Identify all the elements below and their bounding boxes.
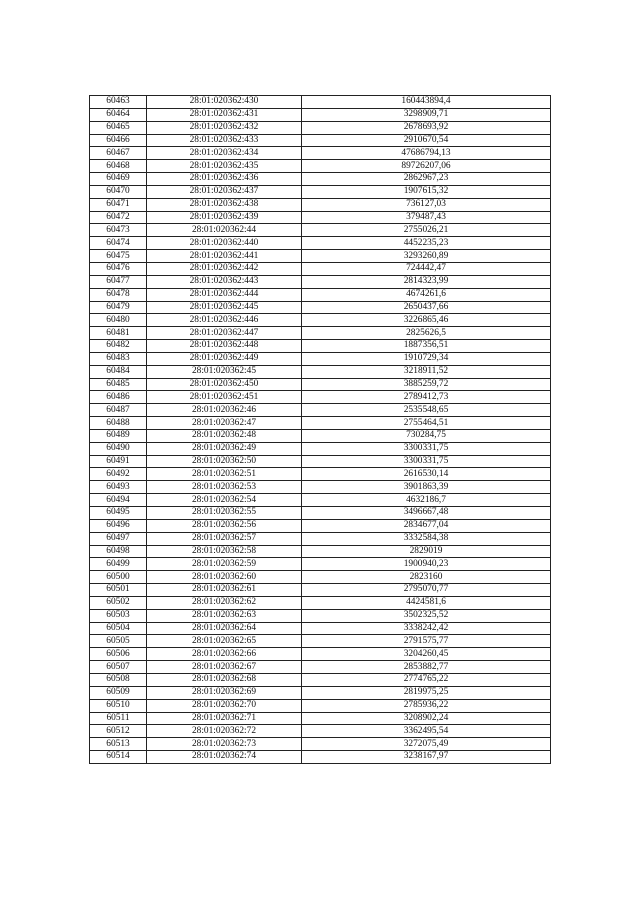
cadastral-number-cell: 28:01:020362:60	[147, 571, 302, 584]
cadastral-number-cell: 28:01:020362:435	[147, 160, 302, 173]
table-row	[90, 250, 551, 263]
table-row	[90, 648, 551, 661]
table-row	[90, 391, 551, 404]
value-cell: 1907615,32	[302, 185, 551, 198]
cadastral-number-cell: 28:01:020362:451	[147, 391, 302, 404]
table-row	[90, 699, 551, 712]
value-cell: 2785936,22	[302, 699, 551, 712]
row-number-cell: 60483	[90, 352, 147, 365]
cadastral-number-cell: 28:01:020362:66	[147, 648, 302, 661]
table-row	[90, 635, 551, 648]
value-cell: 3885259,72	[302, 378, 551, 391]
cadastral-number-cell: 28:01:020362:436	[147, 173, 302, 186]
table-row	[90, 185, 551, 198]
cadastral-number-cell: 28:01:020362:432	[147, 121, 302, 134]
cadastral-number-cell: 28:01:020362:447	[147, 327, 302, 340]
cadastral-number-cell: 28:01:020362:51	[147, 468, 302, 481]
row-number-cell: 60489	[90, 429, 147, 442]
value-cell: 2825626,5	[302, 327, 551, 340]
row-number-cell: 60505	[90, 635, 147, 648]
cadastral-number-cell: 28:01:020362:47	[147, 417, 302, 430]
table-row	[90, 108, 551, 121]
table-row	[90, 352, 551, 365]
value-cell: 3293260,89	[302, 250, 551, 263]
value-cell: 2535548,65	[302, 404, 551, 417]
cadastral-number-cell: 28:01:020362:73	[147, 738, 302, 751]
value-cell: 3362495,54	[302, 725, 551, 738]
row-number-cell: 60486	[90, 391, 147, 404]
table-row	[90, 481, 551, 494]
value-cell: 2789412,73	[302, 391, 551, 404]
row-number-cell: 60474	[90, 237, 147, 250]
cadastral-number-cell: 28:01:020362:444	[147, 288, 302, 301]
cadastral-number-cell: 28:01:020362:45	[147, 365, 302, 378]
value-cell: 1887356,51	[302, 340, 551, 353]
value-cell: 3332584,38	[302, 532, 551, 545]
table-row	[90, 545, 551, 558]
row-number-cell: 60498	[90, 545, 147, 558]
value-cell: 2823160	[302, 571, 551, 584]
value-cell: 4424581,6	[302, 596, 551, 609]
value-cell: 2862967,23	[302, 173, 551, 186]
table-row	[90, 198, 551, 211]
value-cell: 3272075,49	[302, 738, 551, 751]
row-number-cell: 60493	[90, 481, 147, 494]
value-cell: 47686794,13	[302, 147, 551, 160]
value-cell: 2795070,77	[302, 584, 551, 597]
row-number-cell: 60497	[90, 532, 147, 545]
value-cell: 1900940,23	[302, 558, 551, 571]
value-cell: 160443894,4	[302, 96, 551, 109]
table-row	[90, 712, 551, 725]
cadastral-number-cell: 28:01:020362:62	[147, 596, 302, 609]
table-row	[90, 121, 551, 134]
row-number-cell: 60475	[90, 250, 147, 263]
cadastral-number-cell: 28:01:020362:445	[147, 301, 302, 314]
cadastral-number-cell: 28:01:020362:68	[147, 673, 302, 686]
table-row	[90, 237, 551, 250]
value-cell: 3204260,45	[302, 648, 551, 661]
cadastral-number-cell: 28:01:020362:53	[147, 481, 302, 494]
row-number-cell: 60470	[90, 185, 147, 198]
value-cell: 4632186,7	[302, 494, 551, 507]
table-row	[90, 404, 551, 417]
value-cell: 724442,47	[302, 262, 551, 275]
table-row	[90, 725, 551, 738]
table-row	[90, 507, 551, 520]
row-number-cell: 60492	[90, 468, 147, 481]
table-row	[90, 494, 551, 507]
row-number-cell: 60465	[90, 121, 147, 134]
cadastral-number-cell: 28:01:020362:64	[147, 622, 302, 635]
value-cell: 2678693,92	[302, 121, 551, 134]
row-number-cell: 60496	[90, 519, 147, 532]
row-number-cell: 60479	[90, 301, 147, 314]
cadastral-number-cell: 28:01:020362:50	[147, 455, 302, 468]
table-row	[90, 686, 551, 699]
value-cell: 2829019	[302, 545, 551, 558]
row-number-cell: 60514	[90, 751, 147, 764]
cadastral-number-cell: 28:01:020362:434	[147, 147, 302, 160]
cadastral-number-cell: 28:01:020362:69	[147, 686, 302, 699]
row-number-cell: 60463	[90, 96, 147, 109]
table-row	[90, 558, 551, 571]
row-number-cell: 60473	[90, 224, 147, 237]
cadastral-number-cell: 28:01:020362:67	[147, 661, 302, 674]
value-cell: 3901863,39	[302, 481, 551, 494]
cadastral-number-cell: 28:01:020362:71	[147, 712, 302, 725]
row-number-cell: 60499	[90, 558, 147, 571]
cadastral-number-cell: 28:01:020362:430	[147, 96, 302, 109]
cadastral-number-cell: 28:01:020362:441	[147, 250, 302, 263]
table-row	[90, 275, 551, 288]
row-number-cell: 60464	[90, 108, 147, 121]
row-number-cell: 60468	[90, 160, 147, 173]
cadastral-number-cell: 28:01:020362:446	[147, 314, 302, 327]
table-row	[90, 314, 551, 327]
table-row	[90, 327, 551, 340]
row-number-cell: 60471	[90, 198, 147, 211]
value-cell: 2791575,77	[302, 635, 551, 648]
cadastral-number-cell: 28:01:020362:450	[147, 378, 302, 391]
cadastral-number-cell: 28:01:020362:49	[147, 442, 302, 455]
cadastral-number-cell: 28:01:020362:437	[147, 185, 302, 198]
value-cell: 3502325,52	[302, 609, 551, 622]
cadastral-number-cell: 28:01:020362:46	[147, 404, 302, 417]
value-cell: 3238167,97	[302, 751, 551, 764]
cadastral-number-cell: 28:01:020362:433	[147, 134, 302, 147]
cadastral-number-cell: 28:01:020362:65	[147, 635, 302, 648]
table-row	[90, 571, 551, 584]
cadastral-number-cell: 28:01:020362:440	[147, 237, 302, 250]
cadastral-number-cell: 28:01:020362:61	[147, 584, 302, 597]
cadastral-number-cell: 28:01:020362:70	[147, 699, 302, 712]
row-number-cell: 60510	[90, 699, 147, 712]
row-number-cell: 60487	[90, 404, 147, 417]
value-cell: 2755026,21	[302, 224, 551, 237]
value-cell: 2910670,54	[302, 134, 551, 147]
value-cell: 2814323,99	[302, 275, 551, 288]
cadastral-number-cell: 28:01:020362:439	[147, 211, 302, 224]
cadastral-value-table	[89, 95, 551, 764]
table-row	[90, 429, 551, 442]
cadastral-number-cell: 28:01:020362:438	[147, 198, 302, 211]
cadastral-number-cell: 28:01:020362:54	[147, 494, 302, 507]
cadastral-number-cell: 28:01:020362:59	[147, 558, 302, 571]
table-row	[90, 622, 551, 635]
table-row	[90, 134, 551, 147]
value-cell: 2774765,22	[302, 673, 551, 686]
row-number-cell: 60494	[90, 494, 147, 507]
table-row	[90, 288, 551, 301]
value-cell: 3496667,48	[302, 507, 551, 520]
value-cell: 4452235,23	[302, 237, 551, 250]
table-row	[90, 378, 551, 391]
row-number-cell: 60501	[90, 584, 147, 597]
row-number-cell: 60466	[90, 134, 147, 147]
table-row	[90, 584, 551, 597]
cadastral-number-cell: 28:01:020362:74	[147, 751, 302, 764]
row-number-cell: 60512	[90, 725, 147, 738]
row-number-cell: 60506	[90, 648, 147, 661]
value-cell: 2834677,04	[302, 519, 551, 532]
table-row	[90, 147, 551, 160]
cadastral-number-cell: 28:01:020362:431	[147, 108, 302, 121]
table-row	[90, 532, 551, 545]
cadastral-number-cell: 28:01:020362:449	[147, 352, 302, 365]
value-cell: 3226865,46	[302, 314, 551, 327]
row-number-cell: 60504	[90, 622, 147, 635]
value-cell: 1910729,34	[302, 352, 551, 365]
value-cell: 3208902,24	[302, 712, 551, 725]
row-number-cell: 60481	[90, 327, 147, 340]
table-row	[90, 262, 551, 275]
table-row	[90, 442, 551, 455]
row-number-cell: 60502	[90, 596, 147, 609]
value-cell: 3298909,71	[302, 108, 551, 121]
value-cell: 89726207,06	[302, 160, 551, 173]
value-cell: 730284,75	[302, 429, 551, 442]
table-row	[90, 751, 551, 764]
row-number-cell: 60500	[90, 571, 147, 584]
table-row	[90, 340, 551, 353]
table-row	[90, 365, 551, 378]
value-cell: 3338242,42	[302, 622, 551, 635]
value-cell: 2755464,51	[302, 417, 551, 430]
value-cell: 3300331,75	[302, 455, 551, 468]
row-number-cell: 60476	[90, 262, 147, 275]
table-row	[90, 609, 551, 622]
value-cell: 3218911,52	[302, 365, 551, 378]
row-number-cell: 60472	[90, 211, 147, 224]
table-row	[90, 417, 551, 430]
table-row	[90, 596, 551, 609]
table-row	[90, 455, 551, 468]
row-number-cell: 60467	[90, 147, 147, 160]
row-number-cell: 60484	[90, 365, 147, 378]
value-cell: 2616530,14	[302, 468, 551, 481]
value-cell: 3300331,75	[302, 442, 551, 455]
value-cell: 379487,43	[302, 211, 551, 224]
row-number-cell: 60490	[90, 442, 147, 455]
row-number-cell: 60513	[90, 738, 147, 751]
row-number-cell: 60469	[90, 173, 147, 186]
value-cell: 4674261,6	[302, 288, 551, 301]
table-row	[90, 211, 551, 224]
cadastral-number-cell: 28:01:020362:443	[147, 275, 302, 288]
table-row	[90, 160, 551, 173]
row-number-cell: 60478	[90, 288, 147, 301]
row-number-cell: 60511	[90, 712, 147, 725]
row-number-cell: 60503	[90, 609, 147, 622]
table-row	[90, 173, 551, 186]
row-number-cell: 60495	[90, 507, 147, 520]
cadastral-number-cell: 28:01:020362:44	[147, 224, 302, 237]
table-row	[90, 96, 551, 109]
table-row	[90, 661, 551, 674]
cadastral-number-cell: 28:01:020362:48	[147, 429, 302, 442]
cadastral-number-cell: 28:01:020362:58	[147, 545, 302, 558]
value-cell: 736127,03	[302, 198, 551, 211]
row-number-cell: 60480	[90, 314, 147, 327]
table-row	[90, 301, 551, 314]
value-cell: 2819975,25	[302, 686, 551, 699]
row-number-cell: 60485	[90, 378, 147, 391]
row-number-cell: 60477	[90, 275, 147, 288]
row-number-cell: 60507	[90, 661, 147, 674]
value-cell: 2650437,66	[302, 301, 551, 314]
table-row	[90, 738, 551, 751]
cadastral-number-cell: 28:01:020362:63	[147, 609, 302, 622]
table-row	[90, 519, 551, 532]
row-number-cell: 60482	[90, 340, 147, 353]
table-body	[90, 96, 551, 764]
value-cell: 2853882,77	[302, 661, 551, 674]
cadastral-number-cell: 28:01:020362:55	[147, 507, 302, 520]
cadastral-number-cell: 28:01:020362:57	[147, 532, 302, 545]
row-number-cell: 60508	[90, 673, 147, 686]
row-number-cell: 60491	[90, 455, 147, 468]
table-row	[90, 673, 551, 686]
table-row	[90, 224, 551, 237]
cadastral-number-cell: 28:01:020362:56	[147, 519, 302, 532]
row-number-cell: 60509	[90, 686, 147, 699]
cadastral-number-cell: 28:01:020362:442	[147, 262, 302, 275]
cadastral-number-cell: 28:01:020362:448	[147, 340, 302, 353]
cadastral-number-cell: 28:01:020362:72	[147, 725, 302, 738]
table-row	[90, 468, 551, 481]
row-number-cell: 60488	[90, 417, 147, 430]
